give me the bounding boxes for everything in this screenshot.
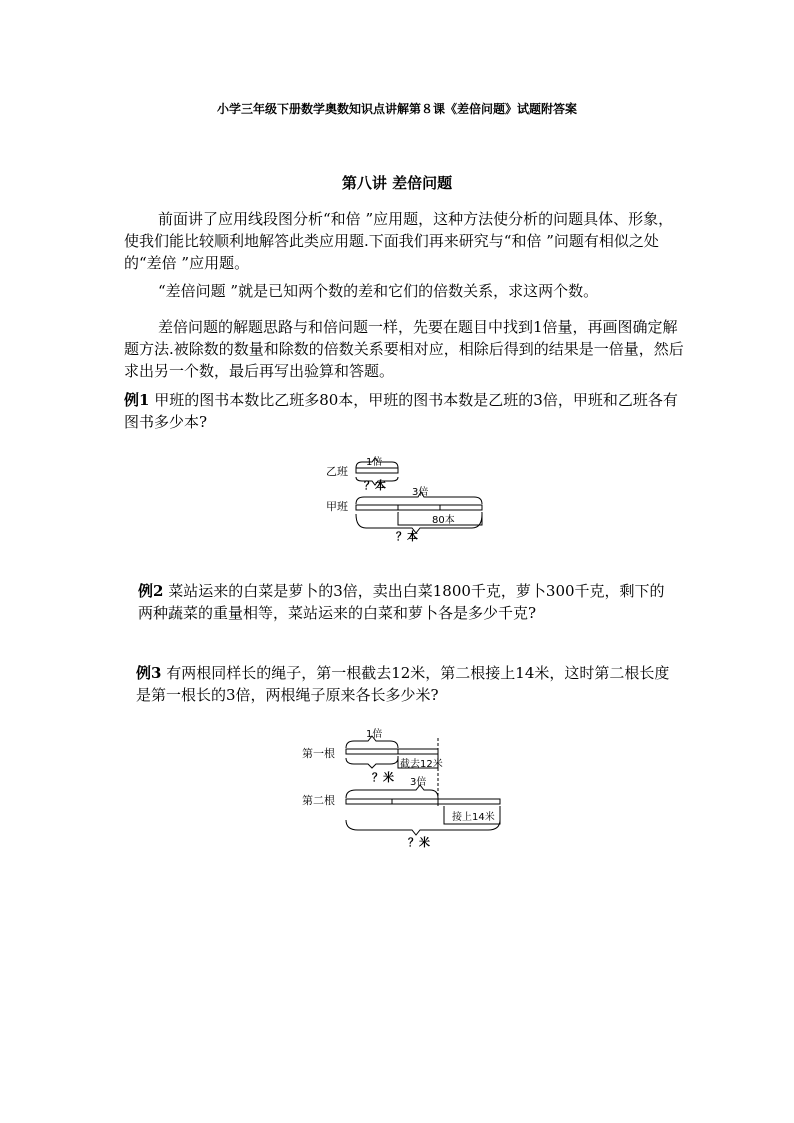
label-one-times: 1倍 bbox=[366, 457, 383, 468]
example-3-label: 例3 bbox=[136, 664, 162, 682]
example-1-label: 例1 bbox=[124, 391, 150, 409]
label-yi-question: ？本 bbox=[364, 479, 386, 492]
document-title: 小学三年级下册数学奥数知识点讲解第８课《差倍问题》试题附答案 bbox=[216, 102, 577, 116]
label-cut: 截去12米 bbox=[400, 759, 443, 770]
intro-paragraph: 前面讲了应用线段图分析“和倍 ”应用题，这种方法使分析的问题具体、形象，使我们能比较顺利地解答此类应用题.下面我们再来研究与“和倍 ”问题有相似之处的“差倍 ”应用题。 bbox=[124, 210, 674, 272]
label-one-times-3: 1倍 bbox=[366, 729, 383, 740]
example-1-text: 甲班的图书本数比乙班多80本，甲班的图书本数是乙班的3倍，甲班和乙班各有图书多少本? bbox=[124, 391, 678, 431]
definition-paragraph: “差倍问题 ”就是已知两个数的差和它们的倍数关系，求这两个数。 bbox=[158, 282, 599, 300]
label-difference: 80本 bbox=[432, 515, 455, 526]
label-three-times-3: 3倍 bbox=[410, 777, 427, 788]
label-second-question: ？米 bbox=[408, 836, 430, 849]
lesson-title: 第八讲 差倍问题 bbox=[341, 174, 453, 192]
label-second-rope: 第二根 bbox=[302, 794, 335, 807]
label-three-times: 3倍 bbox=[412, 487, 429, 498]
example-3-text: 有两根同样长的绳子，第一根截去12米，第二根接上14米，这时第二根长度是第一根长的3倍，两根绳子原来各长多少米? bbox=[136, 664, 670, 704]
label-jia-ban: 甲班 bbox=[326, 500, 348, 513]
label-jia-question: ？本 bbox=[396, 530, 418, 543]
example-2-text: 菜站运来的白菜是萝卜的3倍，卖出白菜1800千克，萝卜300千克，剩下的两种蔬菜的重量相等，菜站运来的白菜和萝卜各是多少千克? bbox=[138, 582, 665, 622]
example-2-label: 例2 bbox=[138, 582, 164, 600]
label-yi-ban: 乙班 bbox=[326, 465, 348, 478]
label-first-question: ？米 bbox=[372, 771, 394, 784]
method-paragraph: 差倍问题的解题思路与和倍问题一样，先要在题目中找到1倍量，再画图确定解题方法.被除数的数量和除数的倍数关系要相对应，相除后得到的结果是一倍量，然后求出另一个数，最后再写出验算和答题。 bbox=[124, 318, 684, 380]
label-first-rope: 第一根 bbox=[302, 747, 335, 760]
label-add: 接上14米 bbox=[452, 812, 495, 823]
